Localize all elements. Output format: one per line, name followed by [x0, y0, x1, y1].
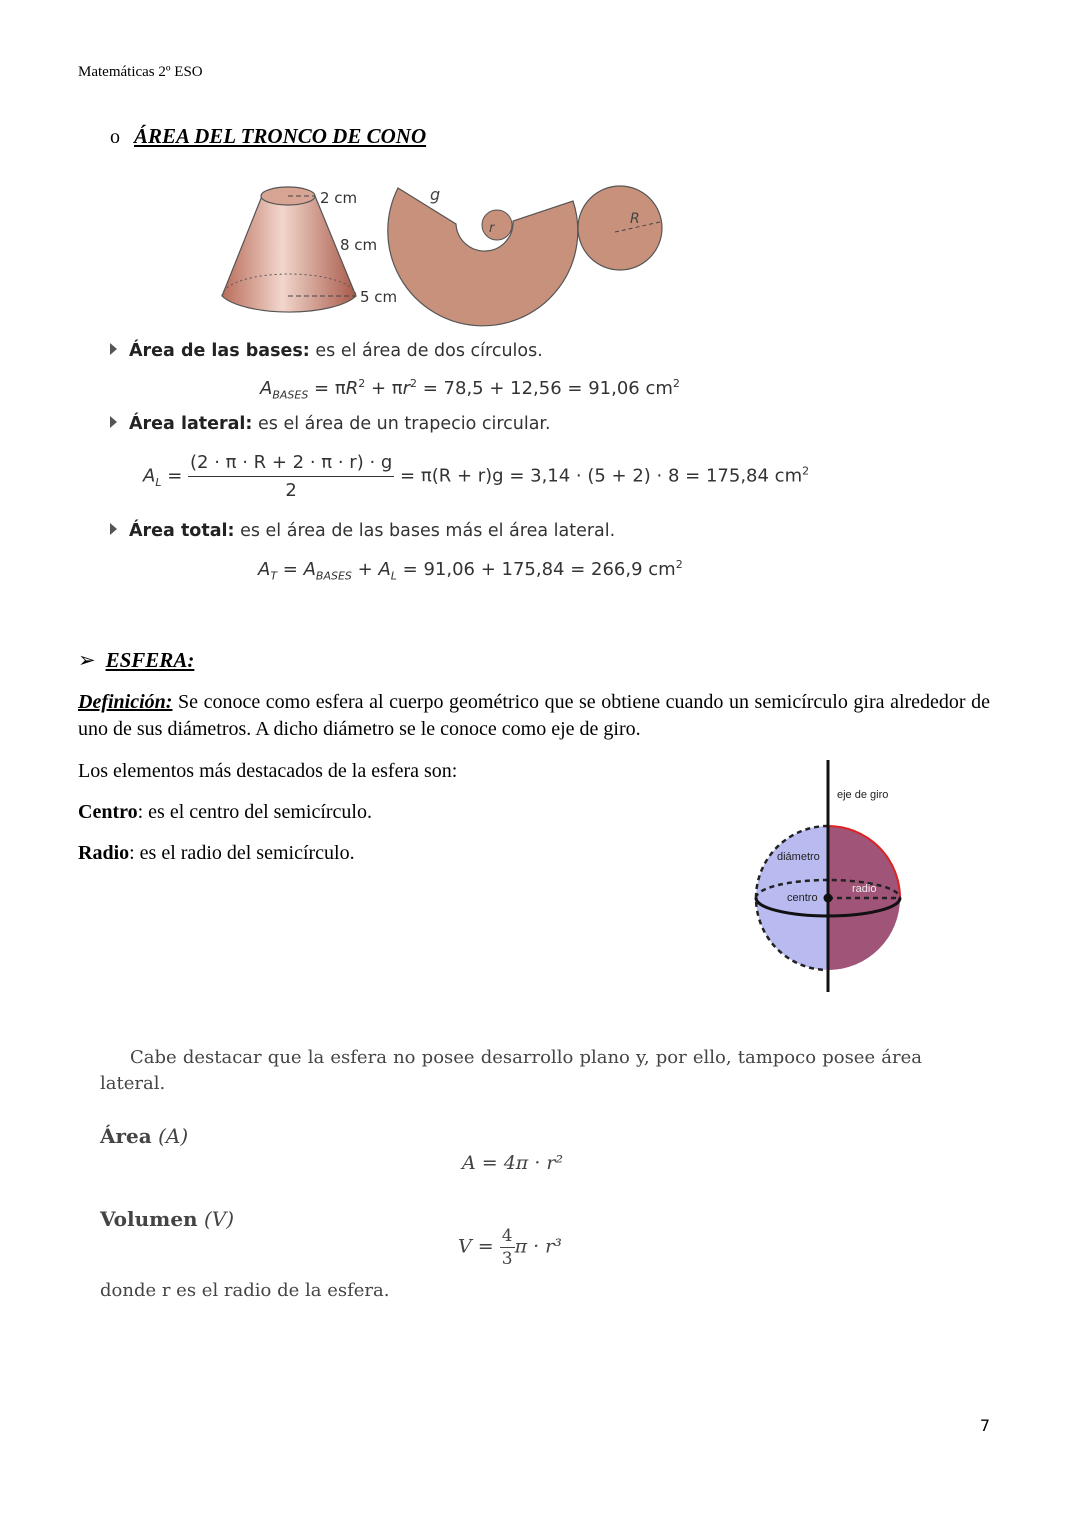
bases-formula: $A_{BASES} = \pi R^2 + \pi r^2 = 78,5 + 12,56 = 91,06$ $cm^2$: [260, 377, 680, 402]
volume-heading: Volumen (V): [100, 1207, 235, 1231]
frustum-section-title: o ÁREA DEL TRONCO DE CONO: [110, 124, 427, 148]
triangle-bullet-icon: [110, 523, 117, 535]
center-label: centro: [787, 892, 818, 904]
lateral-line: Área lateral: es el área de un trapecio circular.: [110, 414, 551, 434]
lateral-formula: $A_L$ = $\frac{(2 \cdot \pi \cdot R + 2 \cdot \pi \cdot r) \cdot g}{2}$ = π(R + r)g = 3,14 · (5 + 2) · 8 = 175,84 $cm^2$: [143, 452, 810, 501]
circle-bullet: o: [110, 126, 120, 148]
total-line: Área total: es el área de las bases más el área lateral.: [110, 521, 615, 541]
bottom-radius-label: 5 cm: [360, 288, 398, 306]
slant-label: 8 cm: [340, 236, 378, 254]
area-formula: A = 4π · r²: [462, 1152, 564, 1174]
axis-label: eje de giro: [837, 789, 889, 801]
R-label: R: [630, 211, 640, 227]
top-radius-label: 2 cm: [320, 189, 358, 207]
total-formula: $A_T = A_{BASES} + A_L = 91,06 + 175,84 = 266,9$ $cm^2$: [258, 558, 683, 583]
sphere-figure: [745, 758, 920, 998]
annular-sector: [388, 188, 578, 326]
g-label: g: [430, 185, 441, 204]
sphere-section-title: ➢ ESFERA:: [78, 648, 195, 672]
base-circle: [578, 186, 662, 270]
diameter-label: diámetro: [777, 851, 820, 863]
bases-line: Área de las bases: es el área de dos círculos.: [110, 341, 543, 361]
radius-label: radio: [852, 883, 877, 895]
sphere-note: Cabe destacar que la esfera no posee desarrollo plano y, por ello, tampoco posee área lateral.: [100, 1047, 922, 1094]
page-header: Matemáticas 2º ESO: [78, 64, 203, 80]
lateral-fraction: $\frac{(2 \cdot \pi \cdot R + 2 \cdot \pi \cdot r) \cdot g}{2}$: [190, 452, 393, 501]
radius-definition: donde r es el radio de la esfera.: [100, 1280, 390, 1301]
centro-line: Centro: es el centro del semicírculo.: [78, 801, 372, 823]
elements-intro: Los elementos más destacados de la esfera son:: [78, 760, 458, 782]
sphere-definition: Definición: Se conoce como esfera al cuerpo geométrico que se obtiene cuando un semicírculo gira alrededor de uno de sus diámetros. A dicho diámetro se le conoce como eje de giro.: [78, 691, 991, 740]
area-heading: Área (A): [100, 1124, 189, 1148]
frustum-figure: [210, 178, 680, 328]
r-label: r: [489, 221, 495, 236]
triangle-bullet-icon: [110, 343, 117, 355]
volume-formula: V = $\frac{4}{3}$ π · r³: [458, 1226, 562, 1269]
radio-line: Radio: es el radio del semicírculo.: [78, 842, 355, 864]
volume-fraction: $\frac{4}{3}$: [501, 1226, 513, 1269]
page-number: 7: [979, 1416, 990, 1435]
arrow-bullet-icon: ➢: [78, 648, 96, 672]
triangle-bullet-icon: [110, 416, 117, 428]
center-point: [824, 894, 833, 903]
